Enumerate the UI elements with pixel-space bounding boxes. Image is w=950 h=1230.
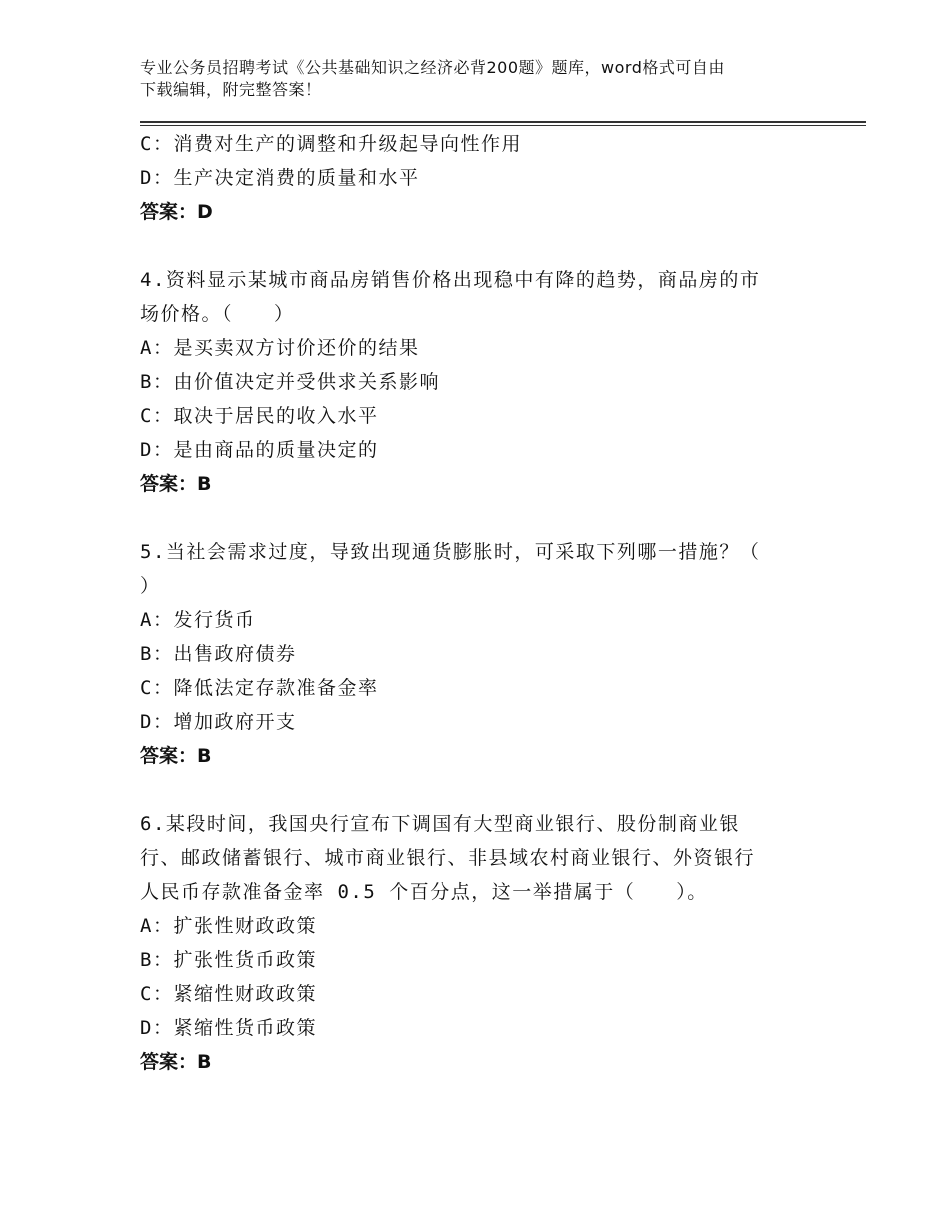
option-c: C：紧缩性财政政策 xyxy=(140,983,317,1005)
question-block-4 xyxy=(140,263,800,501)
question-stem: 场价格。（ ） xyxy=(140,303,295,325)
question-block-prev xyxy=(140,127,800,229)
option-d: D：紧缩性货币政策 xyxy=(140,1017,317,1039)
header-line-2: 下载编辑，附完整答案！ xyxy=(140,80,322,99)
answer: 答案：D xyxy=(140,201,213,223)
question-stem: 人民币存款准备金率 0.5 个百分点，这一举措属于（ ）。 xyxy=(140,881,708,903)
option-b: B：由价值决定并受供求关系影响 xyxy=(140,371,440,393)
option-d: D：生产决定消费的质量和水平 xyxy=(140,167,420,189)
option-d: D：是由商品的质量决定的 xyxy=(140,439,379,461)
answer: 答案：B xyxy=(140,745,212,767)
question-stem: 5.当社会需求过度，导致出现通货膨胀时，可采取下列哪一措施？（ xyxy=(140,541,761,563)
header-divider-thin xyxy=(140,125,866,126)
page-header xyxy=(140,57,810,101)
option-a: A：发行货币 xyxy=(140,609,256,631)
question-block-6 xyxy=(140,807,800,1079)
question-block-5 xyxy=(140,535,800,773)
option-c: C：取决于居民的收入水平 xyxy=(140,405,379,427)
option-c: C：消费对生产的调整和升级起导向性作用 xyxy=(140,133,522,155)
question-stem: ） xyxy=(140,575,161,597)
option-a: A：扩张性财政政策 xyxy=(140,915,317,937)
answer: 答案：B xyxy=(140,473,212,495)
option-a: A：是买卖双方讨价还价的结果 xyxy=(140,337,420,359)
option-b: B：扩张性货币政策 xyxy=(140,949,317,971)
answer: 答案：B xyxy=(140,1051,212,1073)
option-c: C：降低法定存款准备金率 xyxy=(140,677,379,699)
option-b: B：出售政府债券 xyxy=(140,643,297,665)
question-stem: 行、邮政储蓄银行、城市商业银行、非县域农村商业银行、外资银行 xyxy=(140,847,756,869)
question-stem: 4.资料显示某城市商品房销售价格出现稳中有降的趋势，商品房的市 xyxy=(140,269,761,291)
header-divider xyxy=(140,121,866,123)
question-stem: 6.某段时间，我国央行宣布下调国有大型商业银行、股份制商业银 xyxy=(140,813,740,835)
question-list xyxy=(140,127,800,1079)
option-d: D：增加政府开支 xyxy=(140,711,297,733)
header-line-1: 专业公务员招聘考试《公共基础知识之经济必背200题》题库，word格式可自由 xyxy=(140,58,725,77)
